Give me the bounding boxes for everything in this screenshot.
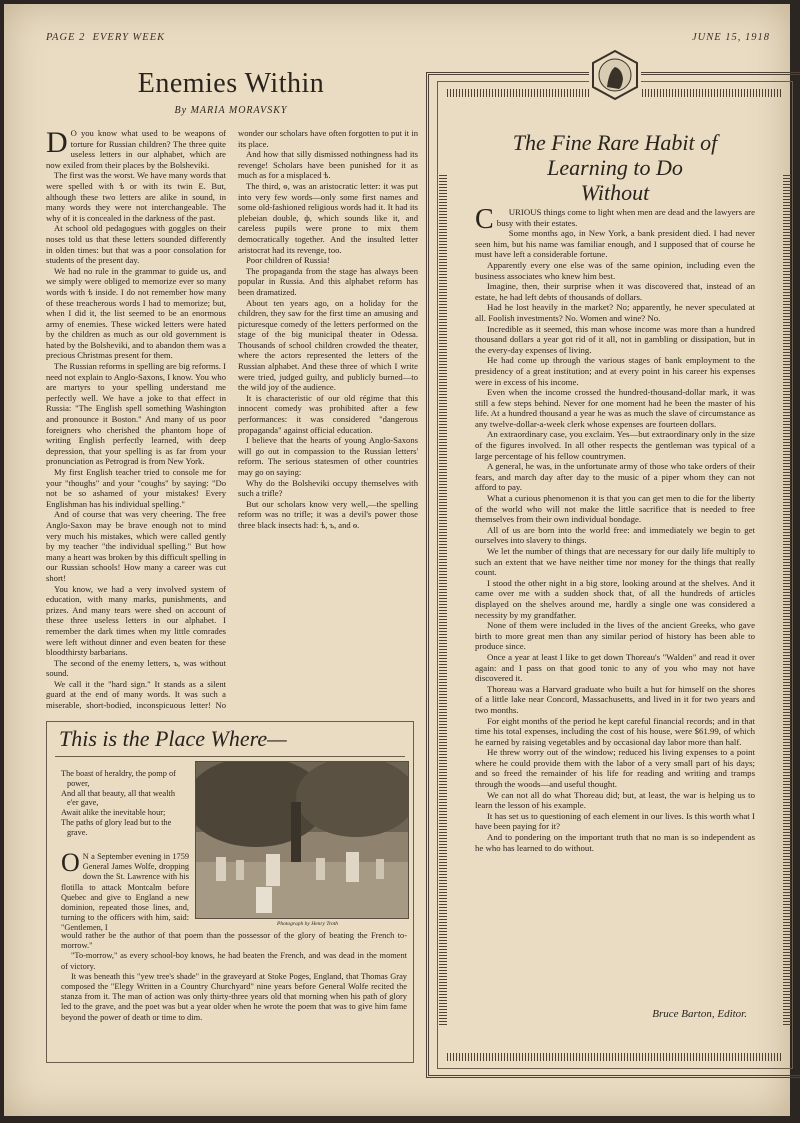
feature-paragraph: "To-morrow," as every school-boy knows, he had beaten the French, and was dead in the moment of victory. bbox=[61, 951, 407, 971]
article-paragraph: You know, we had a very involved system of education, with many marks, punishments, and prizes. And many tears were shed on account of these three useless letters in our alphabet. I remember the dark times when my little comrades were left without dinner and even beaten for these bloodthirsty barbarians. bbox=[46, 583, 226, 658]
portrait-icon bbox=[589, 49, 641, 101]
ornament-border-bottom bbox=[447, 1053, 783, 1061]
churchyard-illustration bbox=[196, 762, 408, 918]
article-paragraph: We had no rule in the grammar to guide us, and we simply were obliged to memorize ever so many words with ѣ inside. I do not remember how many of these treacherous words I had to memorize; but, when I did it, the list seemed to be an enormous army of enemies. These wicked letters were hated by the children as much as our old government is hated by the Bolsheviki, and to abandon them was a precious Christmas present for them. bbox=[46, 265, 226, 361]
place-feature-box bbox=[46, 721, 414, 1063]
article-paragraph: We call it the "hard sign." It stands as a silent guard at the end of many words. It was such a miserable, short-bodied, inconspicuous letter! No wonder our scholars have often forgotten to put it in its place. bbox=[46, 128, 418, 711]
poem-line: Await alike the inevitable hour; bbox=[61, 808, 166, 818]
article-paragraph: And of course that was very cheering. The free Anglo-Saxon may be brave enough not to mind very much his mistakes, which were called gently by my teacher "the individual spelling." But how many a heart was broken by this difficult spelling in our Russian schools! How many a career was cut short! bbox=[46, 509, 226, 583]
article-paragraph: The first was the worst. We have many words that were spelled with ѣ or with its twin Е. But, although these two letters are alike in sound, in many words they were not interchangeable. The why of it is concealed in the darkness of the past. bbox=[46, 170, 226, 223]
editorial-paragraph: He threw worry out of the window; reduced his living expenses to a point where he could provide them with the labor of a very small part of his days; and so freed the remainder of his life for reading and writing and tramps through the woods—and useful thought. bbox=[475, 747, 755, 790]
churchyard-photo bbox=[195, 761, 409, 919]
elegy-stanza bbox=[61, 769, 181, 838]
lincoln-portrait-medallion bbox=[589, 49, 641, 101]
editorial-paragraph: None of them were included in the lives of the ancient Greeks, who gave birth to more great men than any similar period of history has been able to produce since. bbox=[475, 620, 755, 652]
article-paragraph: Why do the Bolsheviki occupy themselves with such a trifle? bbox=[238, 477, 418, 499]
editorial-paragraph: And to pondering on the important truth that no man is so independent as he who has learned to do without. bbox=[475, 832, 755, 853]
editorial-paragraph: Apparently every one else was of the same opinion, including even the business associates who knew him best. bbox=[475, 259, 755, 281]
poem-line: The boast of heraldry, the pomp of power, bbox=[61, 769, 176, 788]
article-paragraph: My first English teacher tried to console me for your "thoughs" and your "coughs" by saying: "Do not be so ashamed of your mistakes! Every Englishman has his individual spelling." bbox=[46, 467, 226, 509]
publication-name: EVERY WEEK bbox=[92, 32, 166, 43]
editorial-paragraph: For eight months of the period he kept careful financial records; and in that time his total expenses, including the cost of his house, were $61.99, of which he earned by raising vegetables and by occasional day labor more than half. bbox=[475, 715, 755, 747]
article-paragraph: It is characteristic of our old régime that this innocent comedy was prohibited after a few performances: it was considered "dangerous propaganda" against official education. bbox=[238, 392, 418, 435]
poem-line: And all that beauty, all that wealth e'er gave, bbox=[61, 788, 175, 808]
article-paragraph: And how that silly dismissed nothingness had its revenge! Scholars have been punished for it as much as for a misplaced ѣ. bbox=[238, 149, 418, 181]
feature-paragraph: It was beneath this "yew tree's shade" in the graveyard at Stoke Poges, England, that Thomas Gray composed the "Elegy Written in a Country Churchyard" nine years before General Wolfe recited the stanza from it. The man of action was only thirty-three years old that morning when his path of glory led to the grave, and the poet was but a year older when he wrote the poem that was to give him fame beyond the power of death or time to dim. bbox=[61, 971, 407, 1022]
editorial-paragraph: What a curious phenomenon it is that you can get men to die for the liberty of the world who will not make the little sacrifice that is needed to free themselves from their own individual bondage. bbox=[475, 493, 755, 525]
poem-line: The paths of glory lead but to the grave. bbox=[61, 817, 172, 837]
article-paragraph: But our scholars know very well,—the spelling reform was no trifle; it was a devil's power those three black insects had: ѣ, ъ, and ѳ. bbox=[238, 498, 418, 530]
editorial-paragraph: We let the number of things that are necessary for our daily life multiply to such an extent that we have neither time nor money for the things that really count. bbox=[475, 546, 755, 578]
drop-cap: O bbox=[61, 848, 80, 877]
article-paragraph: The second of the enemy letters, ъ, was without sound. bbox=[46, 657, 226, 679]
article-paragraph: D O you know what used to be weapons of torture for Russian children? The three quite useless letters in our alphabet, which are now exiled from their places by the Bolsheviki. bbox=[46, 128, 226, 170]
ornament-border-right bbox=[783, 175, 791, 1025]
editorial-paragraph: All of us are born into the world free: and immediately we begin to get ourselves into slavery to things. bbox=[475, 524, 755, 546]
feature-continuation bbox=[61, 931, 407, 1023]
title-line: The Fine Rare Habit of bbox=[512, 130, 718, 155]
title-rule bbox=[55, 756, 405, 757]
article-paragraph: At school old pedagogues with goggles on their noses told us that these letters sounded differently in olden times: but that was a poor consolation for students of the present day. bbox=[46, 223, 226, 266]
article-paragraph: About ten years ago, on a holiday for the children, they saw for the first time an amusing and picturesque comedy of the letters performed on the stage of the big municipal theater in Odessa. Thousands of school children crowded the theater, where the actors represented the letters of the Russian alphabet. And these three of which I write were tried, judged guilty, and publicly burned—to the wild joy of the audience. bbox=[238, 297, 418, 393]
feature-title: This is the Place Where— bbox=[59, 726, 287, 751]
editorial-paragraph: Had he lost heavily in the market? No; apparently, he never speculated at all. Foolish investments? No. Women and wine? No. bbox=[475, 302, 755, 323]
editorial-paragraph: Imagine, then, their surprise when it was discovered that, instead of an estate, he had left debts of thousands of dollars. bbox=[475, 281, 755, 302]
editorial-paragraph: Some months ago, in New York, a bank president died. I had never seen him, but his name was familiar enough, and I supposed that of course he must have left a considerable fortune. bbox=[475, 228, 755, 260]
article-byline: By MARIA MORAVSKY bbox=[174, 105, 288, 116]
article-paragraph: I believe that the hearts of young Anglo-Saxons will go out in compassion to the Russian letters' reform. The serious statesmen of other countries may go on saying: bbox=[238, 435, 418, 477]
page-number: PAGE 2 bbox=[46, 32, 86, 43]
feature-lead: O N a September evening in 1759 General James Wolfe, dropping down the St. Lawrence with his flotilla to attack Montcalm before Quebec and give to England a new dominion, repeated those lines, and, turning to the officers with him, said: "Gentlemen, I bbox=[61, 848, 189, 933]
drop-cap: D bbox=[46, 128, 68, 159]
title-line: Without bbox=[580, 180, 650, 205]
title-line: Learning to Do bbox=[547, 155, 683, 180]
article-body bbox=[46, 128, 418, 720]
editorial-paragraph: He had come up through the various stages of bank employment to the presidency of a great institution; and at every point in his career his expenses were in excess of his income. bbox=[475, 355, 755, 387]
article-paragraph: The Russian reforms in spelling are big reforms. I need not explain to Anglo-Saxons, I know. You who are martyrs to your spelling understand me perfectly well. We have a joke to that effect in Russia: "The English spell something Washington and pronounce it Boston." And many of us poor foreigners who cherished the phantom hope of writing English perfectly learned, with deep depression, that your spelling is as far from your pronunciation as Petrograd is from New York. bbox=[46, 361, 226, 467]
editorial-paragraph: We can not all do what Thoreau did; but, at least, the war is helping us to learn the lesson of his example. bbox=[475, 789, 755, 811]
issue-date: JUNE 15, 1918 bbox=[691, 32, 770, 43]
article-paragraph: The third, ѳ, was an aristocratic letter: it was put into very few words—only some first names and some old-fashioned religious words had it. It had its plebeian double, ф, which sounds like it, and careless pupils were prone to mix them democratically together. And the insulted letter aristocrat had its revenge, too. bbox=[238, 180, 418, 255]
feature-paragraph: would rather be the author of that poem than the possessor of the glory of beating the French to-morrow." bbox=[61, 931, 407, 951]
article-paragraph: The propaganda from the stage has always been popular in Russia. And this alphabet reform has been dramatized. bbox=[238, 265, 418, 297]
editorial-body bbox=[475, 204, 755, 853]
editorial-paragraph: Thoreau was a Harvard graduate who built a hut for himself on the shores of a little lake near Concord, Massachusetts, and lived in it for two years and two months. bbox=[475, 683, 755, 715]
editorial-paragraph: Incredible as it seemed, this man whose income was more than a hundred thousand dollars a year got rid of it all, not in gambling or dissipation, but in the every-day expenses of living. bbox=[475, 323, 755, 355]
editorial-paragraph: I stood the other night in a big store, looking around at the shelves. And it came over me with a sudden shock that, of all the hundreds of articles displayed on the shelves around me, hardly a single one was considered a necessity by my grandfather. bbox=[475, 577, 755, 620]
running-header bbox=[46, 32, 778, 48]
editorial-paragraph: An extraordinary case, you exclaim. Yes—but extraordinary only in the size of the figures involved. In all other respects the gentleman was typical of a large percentage of his fellow countrymen. bbox=[475, 429, 755, 461]
editorial-paragraph: Once a year at least I like to get down Thoreau's "Walden" and read it over again: and I pass on that good tonic to any of you who may not have discovered it. bbox=[475, 651, 755, 684]
editorial-paragraph: A general, he was, in the unfortunate army of those who take orders of their fears, and march day after day to the music of a piper whom they can not afford to pay. bbox=[475, 461, 755, 493]
editorial-paragraph: It has set us to questioning of each element in our lives. Is this worth what I have been paying for it? bbox=[475, 810, 755, 832]
page-sheet bbox=[4, 4, 790, 1116]
photo-credit: Photograph by Henry Troth bbox=[277, 921, 339, 927]
editorial-paragraph: Even when the income crossed the hundred-thousand-dollar mark, it was still a few steps behind. Never for one moment had he been the master of his life. At a hundred thousand a year he was as much the slave of circumstance as any twelve-dollar-a-week clerk whose expenses are fourteen dollars. bbox=[475, 387, 755, 429]
editorial-title bbox=[469, 130, 761, 205]
article-paragraph: Poor children of Russia! bbox=[246, 255, 330, 266]
article-title: Enemies Within bbox=[137, 68, 325, 99]
editorial-frame bbox=[426, 72, 800, 1078]
ornament-border-left bbox=[439, 175, 447, 1025]
editor-signature: Bruce Barton, Editor. bbox=[652, 1008, 747, 1020]
page-label bbox=[46, 32, 165, 43]
editorial-paragraph: C URIOUS things come to light when men are dead and the lawyers are busy with their estates. bbox=[475, 207, 755, 228]
drop-cap: C bbox=[475, 204, 494, 235]
